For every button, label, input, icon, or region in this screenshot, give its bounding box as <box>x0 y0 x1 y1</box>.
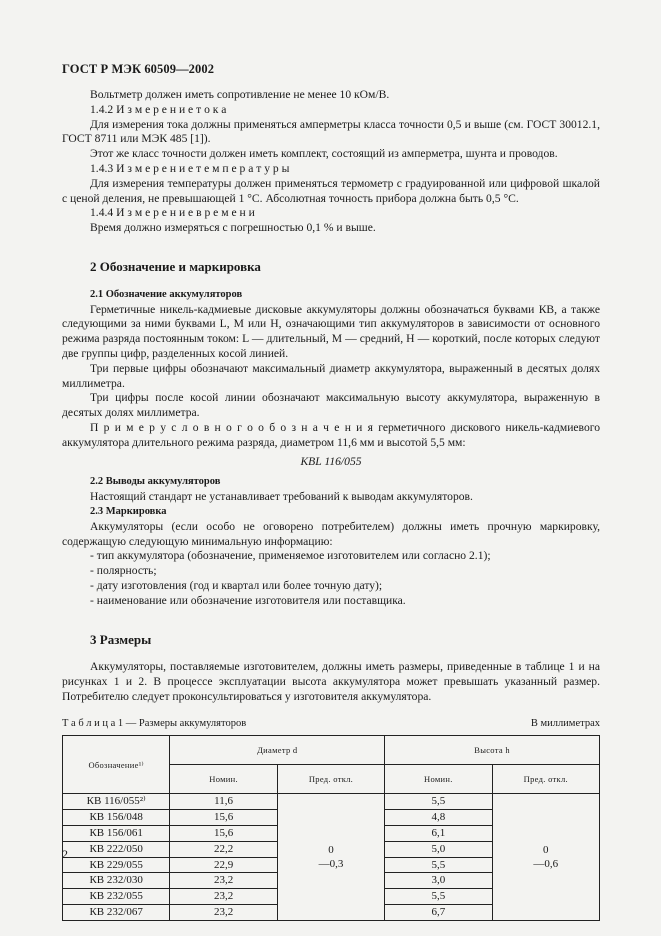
example-text: герметичного дискового никель-кадмиевого аккумулятора длительного режима разряда, диаметром 11,6 мм и высотой 5,5 мм: <box>62 420 601 449</box>
table-caption-row <box>62 717 600 732</box>
cell-diameter: 15,6 <box>170 826 277 842</box>
example-designation: KBL 116/055 <box>300 454 362 468</box>
cell-designation: КВ 232/067 <box>63 905 170 921</box>
table-caption: Т а б л и ц а 1 — Размеры аккумуляторов <box>62 717 247 729</box>
paragraph: Настоящий стандарт не устанавливает требований к выводам аккумуляторов. <box>90 490 473 504</box>
tolerance-bottom: —0,6 <box>533 858 559 871</box>
page-number: 2 <box>62 847 68 861</box>
cell-diameter: 23,2 <box>170 889 277 905</box>
cell-diameter: 23,2 <box>170 873 277 889</box>
cell-diameter-tolerance <box>277 794 384 920</box>
paragraph: Аккумуляторы, поставляемые изготовителем, должны иметь размеры, приведенные в таблице 1 и на рисунках 1 и 2. В процессе эксплуатации высота аккумулятора может превышать указанный размер. Потребителю следует проконсультироваться у изготовителя аккумулятора. <box>62 660 600 703</box>
cell-diameter: 22,9 <box>170 857 277 873</box>
section-heading: 1.4.2 И з м е р е н и е т о к а <box>90 102 227 116</box>
cell-designation: КВ 156/048 <box>63 810 170 826</box>
example-label: П р и м е р у с л о в н о г о о б о з н а ч е н и я <box>90 420 373 434</box>
cell-height: 5,5 <box>385 857 492 873</box>
paragraph: Вольтметр должен иметь сопротивление не менее 10 кОм/В. <box>90 88 390 101</box>
subsection-heading: 2.2 Выводы аккумуляторов <box>90 476 221 488</box>
cell-designation: КВ 232/030 <box>63 873 170 889</box>
section-heading: 1.4.3 И з м е р е н и е т е м п е р а т у р ы <box>90 161 290 175</box>
cell-height-tolerance <box>492 794 599 920</box>
cell-designation: КВ 156/061 <box>63 826 170 842</box>
sub-dev: Пред. откл. <box>277 765 384 794</box>
cell-height: 6,1 <box>385 826 492 842</box>
cell-height: 4,8 <box>385 810 492 826</box>
cell-designation: КВ 222/050 <box>63 841 170 857</box>
document-header: ГОСТ Р МЭК 60509—2002 <box>62 62 215 76</box>
subsection-heading: 2.1 Обозначение аккумуляторов <box>90 288 243 300</box>
list-item: - полярность; <box>90 564 157 578</box>
paragraph: Аккумуляторы (если особо не оговорено потребителем) должны иметь прочную маркировку, содержащую следующую минимальную информацию: <box>62 519 600 548</box>
chapter-heading: 3 Размеры <box>90 631 152 647</box>
cell-height: 3,0 <box>385 873 492 889</box>
cell-height: 5,0 <box>385 841 492 857</box>
cell-diameter: 11,6 <box>170 794 277 810</box>
list-item: - наименование или обозначение изготовителя или поставщика. <box>90 593 406 607</box>
paragraph: Этот же класс точности должен иметь комплект, состоящий из амперметра, шунта и проводов. <box>90 147 558 161</box>
subsection-heading: 2.3 Маркировка <box>90 505 167 517</box>
cell-designation: КВ 116/055²⁾ <box>63 794 170 810</box>
col-designation: Обозначение¹⁾ <box>63 736 170 794</box>
cell-diameter: 15,6 <box>170 810 277 826</box>
tolerance-top: 0 <box>328 844 334 857</box>
example-paragraph <box>62 421 600 451</box>
table-row <box>63 794 600 810</box>
tolerance-top: 0 <box>543 844 549 857</box>
cell-designation: КВ 232/055 <box>63 889 170 905</box>
sub-nom: Номин. <box>385 765 492 794</box>
document-body <box>62 88 600 921</box>
chapter-heading: 2 Обозначение и маркировка <box>90 258 261 274</box>
cell-height: 6,7 <box>385 905 492 921</box>
dimensions-table <box>62 735 600 920</box>
sub-nom: Номин. <box>170 765 277 794</box>
sub-dev: Пред. откл. <box>492 765 599 794</box>
list-item: - дату изготовления (год и квартал или более точную дату); <box>90 578 383 592</box>
paragraph: Время должно измеряться с погрешностью 0,1 % и выше. <box>90 221 376 235</box>
list-item: - тип аккумулятора (обозначение, применяемое изготовителем или согласно 2.1); <box>90 549 491 563</box>
col-height: Высота h <box>385 736 600 765</box>
paragraph: Герметичные никель-кадмиевые дисковые аккумуляторы должны обозначаться буквами КВ, а также следующими за ними буквами L, M или H, означающими тип аккумуляторов в зависимости от основного режима разряда постоянным током: L — длительный, M — средний, H — короткий, после которых следуют две группы цифр, разделенных косой линией. <box>62 302 600 360</box>
paragraph: Три первые цифры обозначают максимальный диаметр аккумулятора, выраженный в десятых долях миллиметра. <box>62 361 600 390</box>
cell-height: 5,5 <box>385 889 492 905</box>
paragraph: Для измерения температуры должен применяться термометр с градуированной или цифровой шкалой с ценой деления, не превышающей 1 °С. Абсолютная точность прибора должна быть 0,5 °С. <box>62 176 600 205</box>
col-diameter: Диаметр d <box>170 736 385 765</box>
paragraph: Три цифры после косой линии обозначают максимальную высоту аккумулятора, выраженную в десятых долях миллиметра. <box>62 391 600 420</box>
cell-diameter: 22,2 <box>170 841 277 857</box>
cell-diameter: 23,2 <box>170 905 277 921</box>
tolerance-bottom: —0,3 <box>318 858 344 871</box>
section-heading: 1.4.4 И з м е р е н и е в р е м е н и <box>90 206 255 220</box>
cell-height: 5,5 <box>385 794 492 810</box>
table-units: В миллиметрах <box>530 717 600 729</box>
cell-designation: КВ 229/055 <box>63 857 170 873</box>
paragraph: Для измерения тока должны применяться амперметры класса точности 0,5 и выше (см. ГОСТ 30012.1, ГОСТ 8711 или МЭК 485 [1]). <box>62 117 600 146</box>
